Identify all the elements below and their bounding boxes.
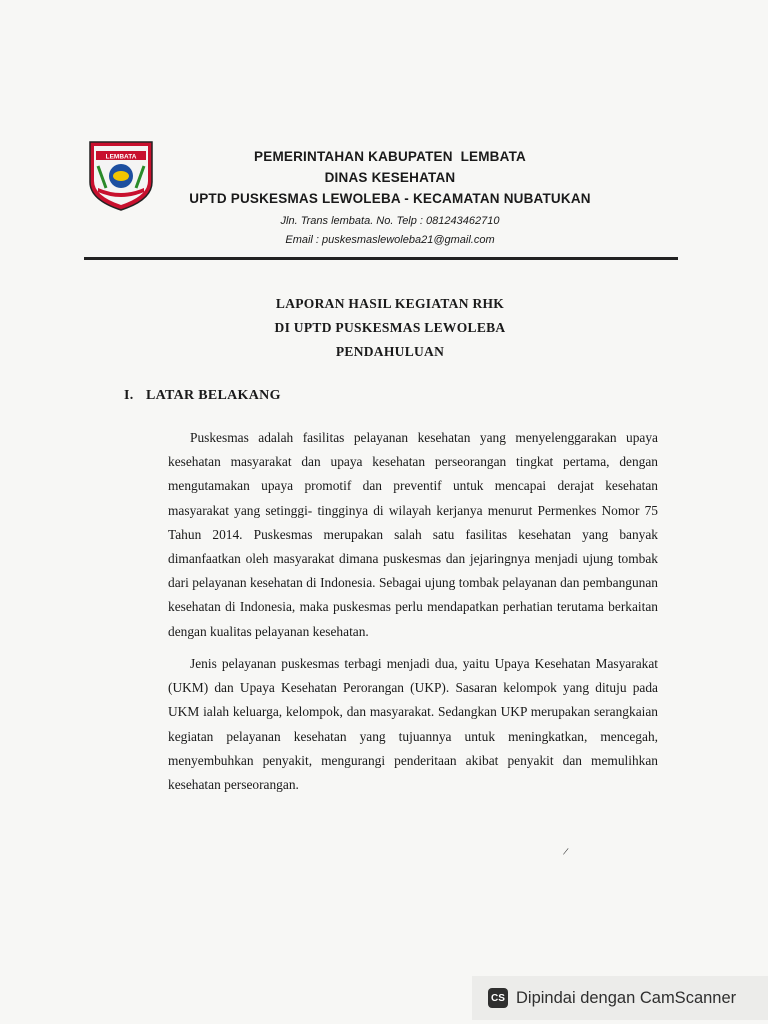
- letterhead-divider: [84, 257, 678, 260]
- stray-pen-mark: /: [562, 845, 570, 859]
- lembata-regency-emblem-icon: [84, 138, 158, 212]
- letterhead-department: DINAS KESEHATAN: [324, 170, 456, 185]
- emblem-label: LEMBATA: [105, 153, 137, 161]
- letterhead: [160, 146, 620, 250]
- title-line-3: PENDAHULUAN: [335, 344, 445, 359]
- paragraph-text: Jenis pelayanan puskesmas terbagi menjadi dua, yaitu Upaya Kesehatan Masyarakat (UKM) dan Upaya Kesehatan Perorangan (UKP). Sasaran kelompok yang dituju pada UKM ialah keluarga, kelompok, dan masyarakat. Sedangkan UKP merupakan serangkaian kegiatan pelayanan kesehatan yang tujuannya untuk meningkatkan, mencegah, menyembuhkan penyakit, mengurangi penderitaan akibat penyakit dan memulihkan kesehatan perseorangan.: [168, 656, 658, 793]
- section-number: I.: [124, 388, 134, 403]
- letterhead-address: Jln. Trans lembata. No. Telp : 081243462710: [280, 215, 500, 227]
- camscanner-icon: CS: [488, 988, 508, 1008]
- letterhead-email: Email : puskesmaslewoleba21@gmail.com: [285, 234, 495, 246]
- camscanner-watermark: [472, 976, 768, 1020]
- letterhead-unit: UPTD PUSKESMAS LEWOLEBA - KECAMATAN NUBATUKAN: [189, 191, 591, 206]
- section-title: LATAR BELAKANG: [146, 388, 281, 403]
- camscanner-text: Dipindai dengan CamScanner: [516, 988, 737, 1007]
- body-paragraph-2: [168, 652, 658, 797]
- letterhead-government: PEMERINTAHAN KABUPATEN LEMBATA: [254, 149, 526, 164]
- section-heading: [124, 388, 281, 404]
- report-title: [160, 292, 620, 364]
- body-paragraph-1: [168, 426, 658, 644]
- title-line-2: DI UPTD PUSKESMAS LEWOLEBA: [274, 320, 506, 335]
- paragraph-text: Puskesmas adalah fasilitas pelayanan kesehatan yang menyelenggarakan upaya kesehatan masyarakat dan upaya kesehatan perseorangan tingkat pertama, dengan mengutamakan upaya promotif dan preventif untuk mencapai derajat kesehatan masyarakat yang setinggi- tingginya di wilayah kerjanya menurut Permenkes Nomor 75 Tahun 2014. Puskesmas merupakan salah satu fasilitas kesehatan yang banyak dimanfaatkan oleh masyarakat dimana puskesmas dan jejaringnya menjadi ujung tombak dari pelayanan kesehatan di Indonesia. Sebagai ujung tombak pelayanan dan pembangunan kesehatan di Indonesia, maka puskesmas perlu mendapatkan perhatian terutama berkaitan dengan kualitas pelayanan kesehatan.: [168, 430, 658, 639]
- title-line-1: LAPORAN HASIL KEGIATAN RHK: [275, 296, 505, 311]
